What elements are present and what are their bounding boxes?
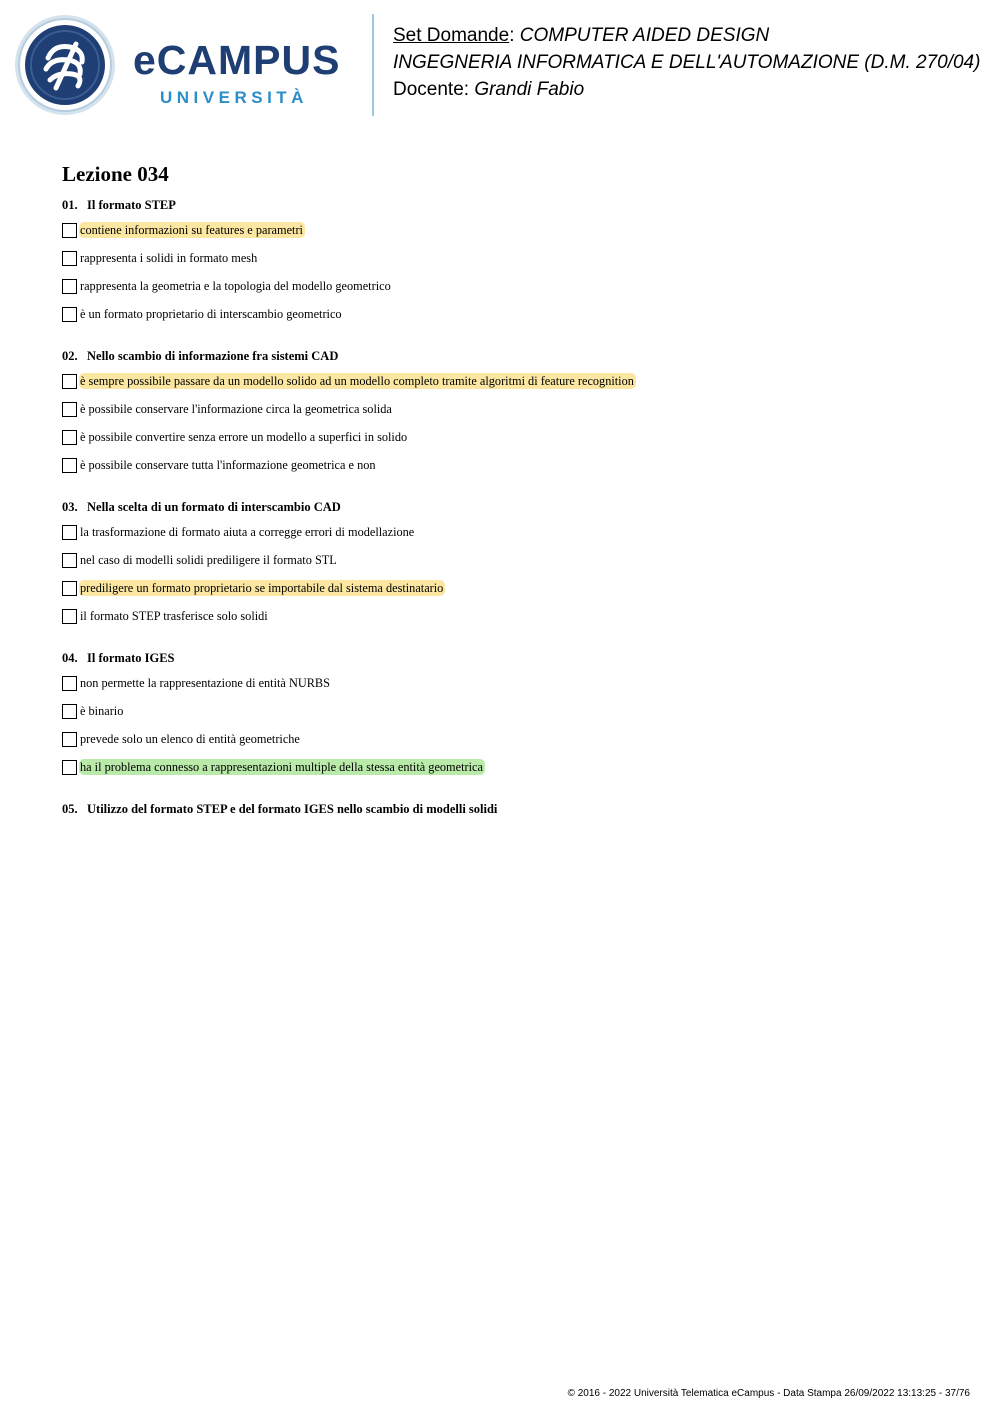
answer-option[interactable] xyxy=(62,373,636,401)
teacher-label: Docente: xyxy=(393,79,470,100)
answer-text: rappresenta i solidi in formato mesh xyxy=(80,251,258,265)
question-title xyxy=(62,346,636,366)
answer-option[interactable] xyxy=(62,731,485,759)
answer-option[interactable] xyxy=(62,524,445,552)
answer-checkbox[interactable] xyxy=(62,402,77,417)
degree-name: INGEGNERIA INFORMATICA E DELL'AUTOMAZIONE (D.M. 270/04) xyxy=(393,52,981,73)
question-title xyxy=(62,799,497,819)
answer-checkbox[interactable] xyxy=(62,732,77,747)
answer-checkbox[interactable] xyxy=(62,704,77,719)
answer-text: è binario xyxy=(80,704,124,718)
question-number: 03. xyxy=(62,500,78,514)
answer-text: la trasformazione di formato aiuta a corregge errori di modellazione xyxy=(80,525,415,539)
answer-options xyxy=(62,222,393,334)
answer-text: rappresenta la geometria e la topologia del modello geometrico xyxy=(80,279,391,293)
question-text: Utilizzo del formato STEP e del formato IGES nello scambio di modelli solidi xyxy=(87,802,498,816)
answer-checkbox[interactable] xyxy=(62,525,77,540)
answer-checkbox[interactable] xyxy=(62,760,77,775)
answer-checkbox[interactable] xyxy=(62,458,77,473)
answer-text: prevede solo un elenco di entità geometriche xyxy=(80,732,300,746)
answer-option[interactable] xyxy=(62,250,393,278)
answer-options xyxy=(62,524,445,636)
answer-checkbox[interactable] xyxy=(62,676,77,691)
question-text: Nello scambio di informazione fra sistemi CAD xyxy=(87,349,339,363)
ecampus-emblem-icon xyxy=(14,14,116,116)
answer-option[interactable] xyxy=(62,222,393,250)
answer-text: prediligere un formato proprietario se importabile dal sistema destinatario xyxy=(80,581,444,595)
question-3 xyxy=(62,497,445,636)
answer-checkbox[interactable] xyxy=(62,430,77,445)
answer-text: è possibile convertire senza errore un modello a superfici in solido xyxy=(80,430,408,444)
course-name: COMPUTER AIDED DESIGN xyxy=(519,25,770,46)
question-title xyxy=(62,648,485,668)
answer-text: ha il problema connesso a rappresentazioni multiple della stessa entità geometrica xyxy=(80,760,483,774)
question-number: 02. xyxy=(62,349,78,363)
question-1 xyxy=(62,195,393,334)
question-5 xyxy=(62,799,497,819)
page-footer: © 2016 - 2022 Università Telematica eCampus - Data Stampa 26/09/2022 13:13:25 - 37/76 xyxy=(567,1388,970,1399)
answer-checkbox[interactable] xyxy=(62,609,77,624)
answer-options xyxy=(62,373,636,485)
answer-checkbox[interactable] xyxy=(62,553,77,568)
answer-text: è sempre possibile passare da un modello solido ad un modello completo tramite algoritmi di feature recognition xyxy=(80,374,634,388)
question-number: 04. xyxy=(62,651,78,665)
answer-text: il formato STEP trasferisce solo solidi xyxy=(80,609,268,623)
question-4 xyxy=(62,648,485,787)
answer-option[interactable] xyxy=(62,278,393,306)
logo-wordmark: eCAMPUS xyxy=(133,37,341,83)
answer-option[interactable] xyxy=(62,429,636,457)
course-line: Set Domande: COMPUTER AIDED DESIGN xyxy=(393,25,770,46)
answer-text: nel caso di modelli solidi prediligere il formato STL xyxy=(80,553,337,567)
answer-checkbox[interactable] xyxy=(62,223,77,238)
answer-option[interactable] xyxy=(62,759,485,787)
course-info xyxy=(393,22,980,103)
answer-checkbox[interactable] xyxy=(62,279,77,294)
answer-option[interactable] xyxy=(62,608,445,636)
answer-checkbox[interactable] xyxy=(62,374,77,389)
lesson-title: Lezione 034 xyxy=(62,162,169,186)
question-number: 05. xyxy=(62,802,78,816)
question-2 xyxy=(62,346,636,485)
question-title xyxy=(62,497,445,517)
teacher-line xyxy=(393,76,980,103)
answer-option[interactable] xyxy=(62,703,485,731)
answer-checkbox[interactable] xyxy=(62,251,77,266)
answer-option[interactable] xyxy=(62,552,445,580)
answer-checkbox[interactable] xyxy=(62,581,77,596)
question-number: 01. xyxy=(62,198,78,212)
answer-option[interactable] xyxy=(62,675,485,703)
set-label: Set Domande xyxy=(393,25,510,46)
question-text: Il formato STEP xyxy=(87,198,176,212)
teacher-name: Grandi Fabio xyxy=(474,79,585,100)
answer-option[interactable] xyxy=(62,306,393,334)
question-text: Nella scelta di un formato di interscambio CAD xyxy=(87,500,341,514)
answer-option[interactable] xyxy=(62,580,445,608)
answer-option[interactable] xyxy=(62,401,636,429)
answer-text: contiene informazioni su features e parametri xyxy=(80,223,303,237)
answer-text: è possibile conservare tutta l'informazione geometrica e non xyxy=(80,458,376,472)
header-divider xyxy=(372,14,374,116)
question-text: Il formato IGES xyxy=(87,651,175,665)
answer-option[interactable] xyxy=(62,457,636,485)
answer-text: è un formato proprietario di interscambio geometrico xyxy=(80,307,342,321)
answer-text: non permette la rappresentazione di entità NURBS xyxy=(80,676,330,690)
page-header xyxy=(0,0,1000,130)
answer-text: è possibile conservare l'informazione circa la geometrica solida xyxy=(80,402,392,416)
logo-subtitle: UNIVERSITÀ xyxy=(160,88,308,107)
answer-checkbox[interactable] xyxy=(62,307,77,322)
question-title xyxy=(62,195,393,215)
answer-options xyxy=(62,675,485,787)
